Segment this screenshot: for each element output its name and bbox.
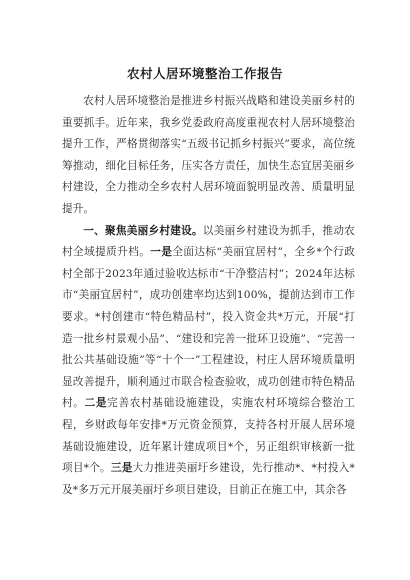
intro-paragraph: 农村人居环境整治是推进乡村振兴战略和建设美丽乡村的重要抓手。近年来，我乡党委政府高度重视农村人居环境整治提升工作，严格贯彻落实“五级书记抓乡村振兴”要求，高位统筹推动，细化目标任务，压实各方责任，加快生态宜居美丽乡村建设，全力推动全乡农村人居环境面貌明显改善、质量明显提升。	[62, 95, 355, 215]
item-2-text: 完善农村基础设施建设，实施农村环境综合整治工程，乡财政每年安排*万元资金预算，支持各村开展人居环境基础设施建设，近年累计建成项目*个，另正组织审核新一批项目*个。	[62, 397, 355, 475]
item-2-label: 二是	[84, 397, 108, 410]
item-3-label: 三是	[110, 462, 133, 475]
document-body	[62, 91, 355, 501]
document-title: 农村人居环境整治工作报告	[126, 66, 283, 81]
item-1-label: 一是	[150, 246, 173, 259]
section-1-heading: 一、聚焦美丽乡村建设。	[83, 224, 203, 237]
item-1-text: 全面达标“美丽宜居村”，全乡*个行政村全部于2023年通过验收达标市“干净整洁村”；2024年达标市“美丽宜居村”，成功创建率均达到100%，提前达到市工作要求。*村创建市“特色精品村”，投入资金共*万元，开展“打造一批乡村景观小品”、“建设和完善一批环卫设施”、“完善一批公共基础设施”等“十个一”工程建设，村庄人居环境质量明显改善提升，顺利通过市联合检查验收，成功创建市特色精品村。	[62, 246, 355, 410]
section-1-paragraph	[62, 221, 355, 502]
section-1-lead-text: 以美丽乡村建设为抓手，推动农村全域提质升档。	[62, 224, 355, 259]
item-3-text: 大力推进美丽圩乡建设，先行推动*、*村投入*及*多万元开展美丽圩乡项目建设，目前正在施工中，其余各	[62, 462, 355, 496]
